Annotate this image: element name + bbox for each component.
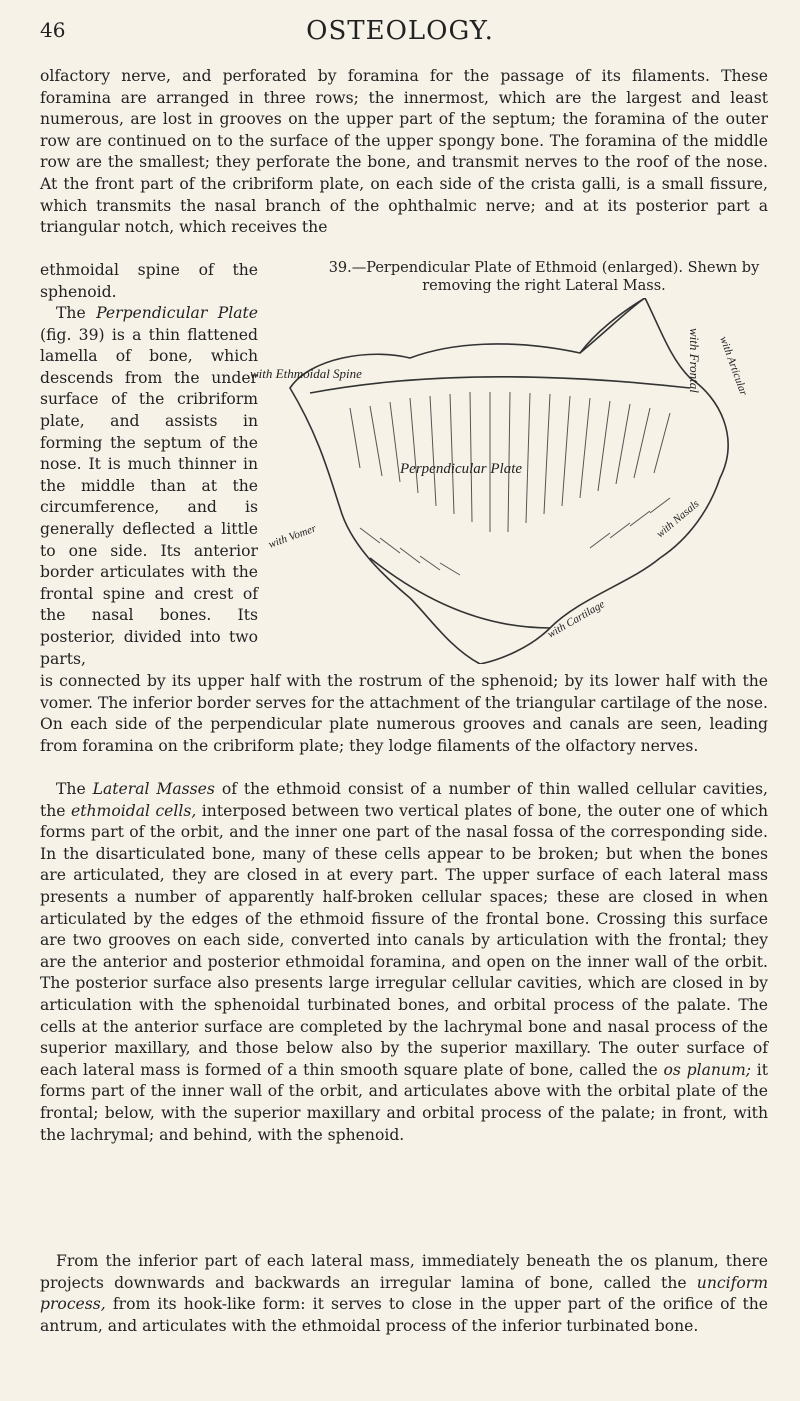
paragraph-text: ethmoidal spine of the sphenoid. [40,261,258,301]
figure-perpendicular-plate [250,298,750,664]
paragraph-lateral-masses [40,779,768,1146]
cribriform-edge [310,377,690,393]
figure-caption: 39.—Perpendicular Plate of Ethmoid (enlarged). Shewn by removing the right Lateral Mass. [328,260,760,294]
paragraph-text: olfactory nerve, and perforated by foramina for the passage of its filaments. These foramina are arranged in three rows; the innermost, which are the largest and least numerous, are lost in grooves on the upper part of the septum; the foramina of the outer row are continued on to the surface of the upper spongy bone. The foramina of the middle row are the smallest; they perforate the bone, and transmit nerves to the roof of the nose. At the front part of the cribriform plate, on each side of the crista galli, is a small fissure, which transmits the nasal branch of the ophthalmic nerve; and at its posterior part a triangular notch, which receives the [40,67,768,237]
paragraph-perpendicular-plate [40,303,258,670]
term-lateral-masses: Lateral Masses [92,780,215,798]
paragraph-text: The [56,780,93,798]
label-with-cartilage: with Cartilage [545,598,607,641]
label-with-ethmoidal-spine: with Ethmoidal Spine [250,366,362,381]
paragraph-unciform-process [40,1251,768,1337]
paragraph-perpendicular-plate-continued [40,671,768,757]
label-with-articular: with Articular [717,334,750,398]
paragraph-text: from its hook-like form: it serves to close in the upper part of the orifice of the antrum, and articulates with the ethmoidal process of the inferior turbinated bone. [40,1295,768,1335]
paragraph-text: (fig. 39) is a thin flattened lamella of bone, which descends from the under surface of the cribriform plate, and assists in forming the septum of the nose. It is much thinner in the middle than at the circumference, and is generally deflected a little to one side. Its anterior border articulates with the frontal spine and crest of the nasal bones. Its posterior, divided into two parts, [40,325,258,668]
lower-border [370,558,550,628]
paragraph-text: is connected by its upper half with the rostrum of the sphenoid; by its lower half with the vomer. The inferior border serves for the attachment of the triangular cartilage of the nose. On each side of the perpendicular plate numerous grooves and canals are seen, leading from foramina on the cribriform plate; they lodge filaments of the olfactory nerves. [40,672,768,755]
paragraph-text: interposed between two vertical plates of bone, the outer one of which forms part of the orbit, and the inner one part of the nasal fossa of the corresponding side. In the disarticulated bone, many of these cells appear to be broken; but when the bones are articulated, they are closed in at every part. The upper surface of each lateral mass presents a number of apparently half-broken cellular spaces; these are closed in when articulated by the edges of the ethmoid fissure of the frontal bone. Crossing this surface are two grooves on each side, converted into canals by articulation with the frontal; they are the anterior and posterior ethmoidal foramina, and open on the inner wall of the orbit. The posterior surface also presents large irregular cellular cavities, which are closed in by articulation with the sphenoidal turbinated bones, and orbital process of the palate. The cells at the anterior surface are completed by the lachrymal bone and nasal process of the superior maxillary, and those below also by the superior maxillary. The outer surface of each lateral mass is formed of a thin smooth square plate of bone, called the [40,801,768,1079]
term-ethmoidal-cells: ethmoidal cells, [71,801,197,820]
label-perpendicular-plate: Perpendicular Plate [400,461,523,477]
label-with-frontal: with Frontal [687,328,702,393]
paragraph-text: The [56,304,97,322]
running-head: OSTEOLOGY. [306,16,494,46]
term-unciform-process: unciform process, [40,1273,768,1314]
page-number: 46 [40,18,66,42]
paragraph-ethmoidal-spine-tail [40,260,258,303]
label-with-vomer: with Vomer [266,522,318,551]
term-perpendicular-plate: Perpendicular Plate [96,304,258,322]
label-with-nasals: with Nasals [654,497,702,541]
paragraph-text: of the ethmoid consist of a number of thin walled cellular cavities, the [40,780,769,820]
paragraph-olfactory-foramina [40,66,768,239]
term-os-planum: os planum; [663,1060,752,1079]
paragraph-text: From the inferior part of each lateral mass, immediately beneath the os planum, there projects downwards and backwards an irregular lamina of bone, called the [40,1252,768,1292]
paragraph-text: it forms part of the inner wall of the orbit, and articulates above with the orbital plate of the frontal; below, with the superior maxillary and orbital process of the palate; in front, with the lachrymal; and behind, with the sphenoid. [40,1060,769,1144]
